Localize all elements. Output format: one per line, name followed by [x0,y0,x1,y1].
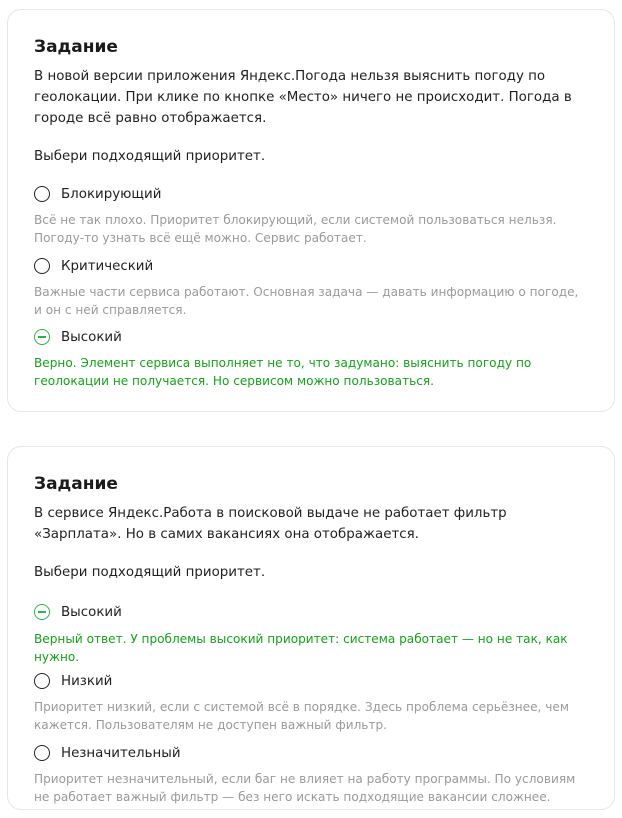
radio-icon[interactable] [34,258,50,274]
option-label: Высокий [61,329,122,345]
option-critical[interactable] [34,254,588,278]
option-high[interactable] [34,600,588,624]
option-label: Низкий [61,673,113,689]
task-prompt: Выбери подходящий приоритет. [34,149,266,164]
option-explanation: Всё не так плохо. Приоритет блокирующий, если системой пользоваться нельзя. Погоду-то узнать всё ещё можно. Сервис работает. [34,213,557,245]
option-minor[interactable] [34,741,588,765]
correct-explanation: Верный ответ. У проблемы высокий приоритет: система работает — но не так, как нужно. [34,632,568,664]
radio-selected-icon[interactable] [34,329,50,345]
option-label: Незначительный [61,745,181,761]
option-label: Критический [61,258,154,274]
task-title: Задание [34,474,118,494]
option-label: Высокий [61,604,122,620]
radio-selected-icon[interactable] [34,604,50,620]
task-card [7,9,615,412]
option-high[interactable] [34,325,588,349]
task-card [7,446,615,810]
option-explanation: Важные части сервиса работают. Основная задача — давать информацию о погоде, и он с ней справляется. [34,285,579,317]
option-explanation: Приоритет незначительный, если баг не влияет на работу программы. По условиям не работает важный фильтр — без него искать подходящие вакансии сложнее. [34,772,576,804]
task-question: В сервисе Яндекс.Работа в поисковой выдаче не работает фильтр «Зарплата». Но в самих вакансиях она отображается. [34,506,507,542]
option-low[interactable] [34,669,588,693]
task-title: Задание [34,37,118,57]
option-blocking[interactable] [34,182,588,206]
option-explanation: Приоритет низкий, если с системой всё в порядке. Здесь проблема серьёзнее, чем кажется. Пользователям не доступен важный фильтр. [34,700,569,732]
task-question: В новой версии приложения Яндекс.Погода нельзя выяснить погоду по геолокации. При клике по кнопке «Место» ничего не происходит. Погода в городе всё равно отображается. [34,69,572,126]
task-prompt: Выбери подходящий приоритет. [34,565,266,580]
radio-icon[interactable] [34,186,50,202]
radio-icon[interactable] [34,745,50,761]
radio-icon[interactable] [34,673,50,689]
option-label: Блокирующий [61,186,162,202]
correct-explanation: Верно. Элемент сервиса выполняет не то, что задумано: выяснить погоду по геолокации не получается. Но сервисом можно пользоваться. [34,356,532,388]
